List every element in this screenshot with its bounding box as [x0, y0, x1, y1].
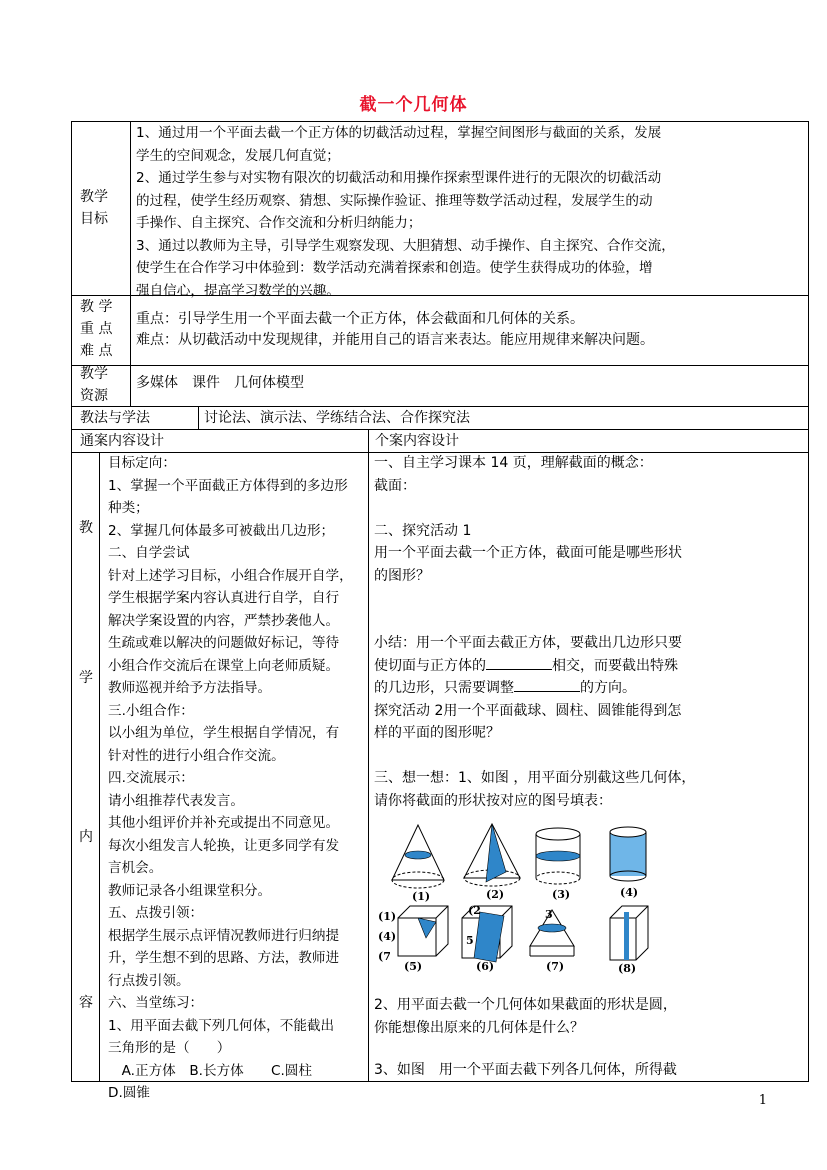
common-design-content: 目标定向： 1、掌握一个平面截正方体得到的多边形 种类； 2、掌握几何体最多可被截出几边形； 二、自学尝试 针对上述学习目标，小组合作展开自学， 学生根据学案内容认真进行自学，自行 解决学案设置的内容，严禁抄袭他人。 生疏或难以解决的问题做好标记，等待 小组合作交流后在课堂上向老师质疑。 教师巡视并给予方法指导。 三.小组合作： 以小组为单位，学生根据自学情况，有 针对性的进行小组合作交流。 四.交流展示： 请小组推荐代表发言。 其他小组评价并补充或提出不同意见。 每次小组发言人轮换，让更多同学有发 言机会。 教师记录各小组课堂积分。 五、点拨引领： 根据学生展示点评情况教师进行归纳提 升，学生想不到的思路、方法，教师进 行点拨引领。 六、当堂练习： 1、用平面去截下列几何体，不能截出 三角形的是（ ） A.正方体 B.长方体 C.圆柱 D.圆锥: [108, 455, 353, 1101]
overlap-label: 3: [545, 908, 553, 921]
row-divider: [72, 365, 809, 366]
cube-quadrilateral-cut: [462, 904, 512, 973]
column-divider: [368, 429, 369, 1082]
lesson-plan-table: [71, 121, 809, 1101]
individual-design-content: 一、自主学习课本 14 页，理解截面的概念： 截面： 二、探究活动 1 用一个平面去截一个正方体，截面可能是哪些形状 的图形？ 小结：用一个平面去截正方体，要截出几边形只要 使切面与正方体的 相交，而要截出特殊 的几边形，只需要调整 的方向。 探究活动 2用一个平面截球、圆柱、圆锥能得到怎 样的平面的图形呢？ 三、想一想：1、如图 ，用平面分别截这些几何体， 请你将截面的形状按对应的图号填表：: [374, 455, 696, 809]
document-title: 截一个几何体: [359, 95, 468, 115]
figure-label: (7): [546, 960, 565, 973]
question-2: 2、用平面去截一个几何体如果截面的形状是圆， 你能想像出原来的几何体是什么？: [374, 997, 677, 1036]
figure-label: (2): [486, 888, 505, 901]
cut-solids-figure: [374, 822, 664, 982]
objectives-label: 教学 目标: [80, 189, 108, 227]
figure-label: (5): [404, 960, 423, 973]
overlap-label: (1): [378, 910, 397, 923]
key-point-text: 重点：引导学生用一个平面去截一个正方体，体会截面和几何体的关系。: [136, 311, 584, 327]
cylinder-vertical-cut: [610, 827, 646, 899]
overlap-label: (7: [378, 950, 391, 963]
prism-vertical-cut: [610, 906, 648, 975]
methods-label: 教法与学法: [80, 410, 150, 426]
figure-label: (4): [620, 886, 639, 899]
resources-text: 多媒体 课件 几何体模型: [136, 375, 304, 391]
overlap-label: (2: [468, 904, 481, 917]
objectives-text: 1、通过用一个平面去截一个正方体的切截活动过程，掌握空间图形与截面的关系，发展 学生的空间观念，发展几何直觉； 2、通过学生参与对实物有限次的切截活动和用操作探索型课件进行的无限次的切截活动 的过程，使学生经历观察、猜想、实际操作验证、推理等数学活动过程，发展学生的动 手操作、自主探究、合作交流和分析归纳能力； 3、通过以教师为主导，引导学生观察发现、大胆猜想、动手操作、自主探究、合作交流， 使学生在合作学习中体验到：数学活动充满着探索和创造。使学生获得成功的体验，增 强自信心，提高学习数学的兴趣。: [136, 125, 675, 299]
methods-text: 讨论法、演示法、学练结合法、合作探究法: [204, 410, 470, 426]
key-points-label: 教 学 重 点 难 点: [80, 299, 113, 359]
cone-vertical-cut: [464, 824, 520, 901]
individual-design-header: 个案内容设计: [375, 433, 459, 449]
resources-label: 教学 资源: [80, 366, 108, 404]
common-design-header: 通案内容设计: [80, 433, 164, 449]
cube-triangle-cut: [398, 906, 448, 973]
overlap-label: (4): [378, 930, 397, 943]
figure-label: (1): [412, 890, 431, 903]
column-divider: [99, 452, 100, 1082]
question-3: 3、如图 用一个平面去截下列各几何体，所得截: [374, 1062, 677, 1078]
content-label-char: 教: [79, 520, 93, 536]
content-label-char: 容: [79, 995, 93, 1011]
figure-label: (3): [552, 888, 571, 901]
cone-horizontal-cut: [392, 825, 444, 903]
fill-in-blank[interactable]: [514, 691, 580, 692]
page-number: 1: [758, 1093, 767, 1108]
column-divider: [130, 122, 131, 406]
column-divider: [198, 406, 199, 429]
fill-in-blank[interactable]: [486, 669, 552, 670]
overlap-label: 5: [466, 934, 474, 947]
content-label-char: 学: [79, 670, 93, 686]
content-label-char: 内: [79, 829, 93, 845]
figure-label: (6): [476, 960, 495, 973]
cylinder-horizontal-cut: [536, 828, 580, 901]
cone-oblique-cut: [530, 908, 574, 973]
difficulty-text: 难点：从切截活动中发现规律，并能用自己的语言来表达。能应用规律来解决问题。: [136, 332, 654, 348]
figure-label: (8): [618, 962, 637, 975]
